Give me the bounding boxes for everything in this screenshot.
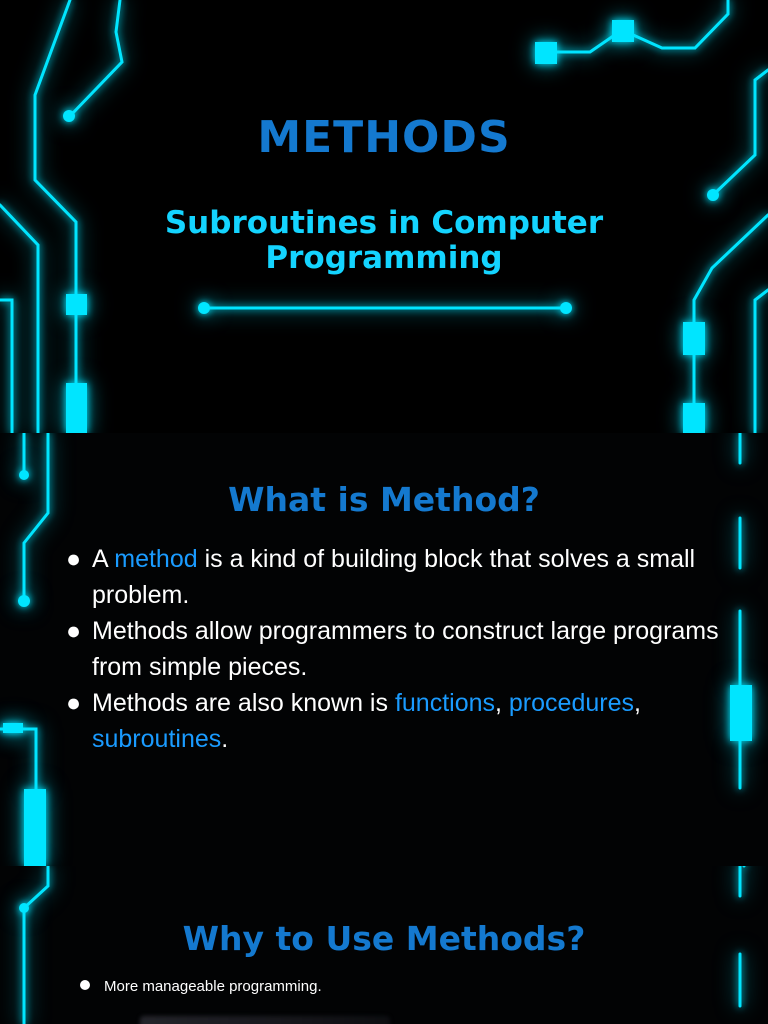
highlighted-term: functions	[394, 689, 495, 717]
slide-2	[0, 433, 768, 866]
bullet-text: Methods allow programmers to construct large programs from simple pieces.	[92, 617, 719, 681]
list-item-label: More manageable programming.	[104, 978, 322, 995]
slide-3	[0, 866, 768, 1024]
highlighted-term: subroutines	[92, 725, 222, 753]
bullet-icon: ●	[66, 689, 82, 717]
slide-2-title: What is Method?	[228, 480, 540, 519]
slide-1-subtitle: Subroutines in Computer Programming	[164, 205, 604, 276]
slide-1-title: METHODS	[257, 112, 511, 163]
bullet-text: Methods are also known is	[92, 689, 395, 717]
bullet-icon	[80, 980, 90, 990]
bullet-item	[66, 685, 726, 757]
bullet-list	[66, 541, 726, 757]
cropped-text-line	[140, 1016, 390, 1024]
bullet-text: is a kind of building block that solves a small problem.	[92, 545, 696, 609]
bullet-item	[66, 541, 726, 613]
bullet-text: A	[92, 545, 115, 573]
bullet-text: .	[221, 725, 229, 753]
list-item	[80, 978, 322, 995]
bullet-text: ,	[495, 689, 509, 717]
slide-3-title: Why to Use Methods?	[182, 919, 586, 958]
bullet-text: ,	[633, 689, 641, 717]
slide-1	[0, 0, 768, 433]
bullet-icon: ●	[66, 545, 82, 573]
bullet-icon: ●	[66, 617, 82, 645]
highlighted-term: method	[114, 545, 198, 573]
highlighted-term: procedures	[508, 689, 634, 717]
bullet-item	[66, 613, 726, 685]
